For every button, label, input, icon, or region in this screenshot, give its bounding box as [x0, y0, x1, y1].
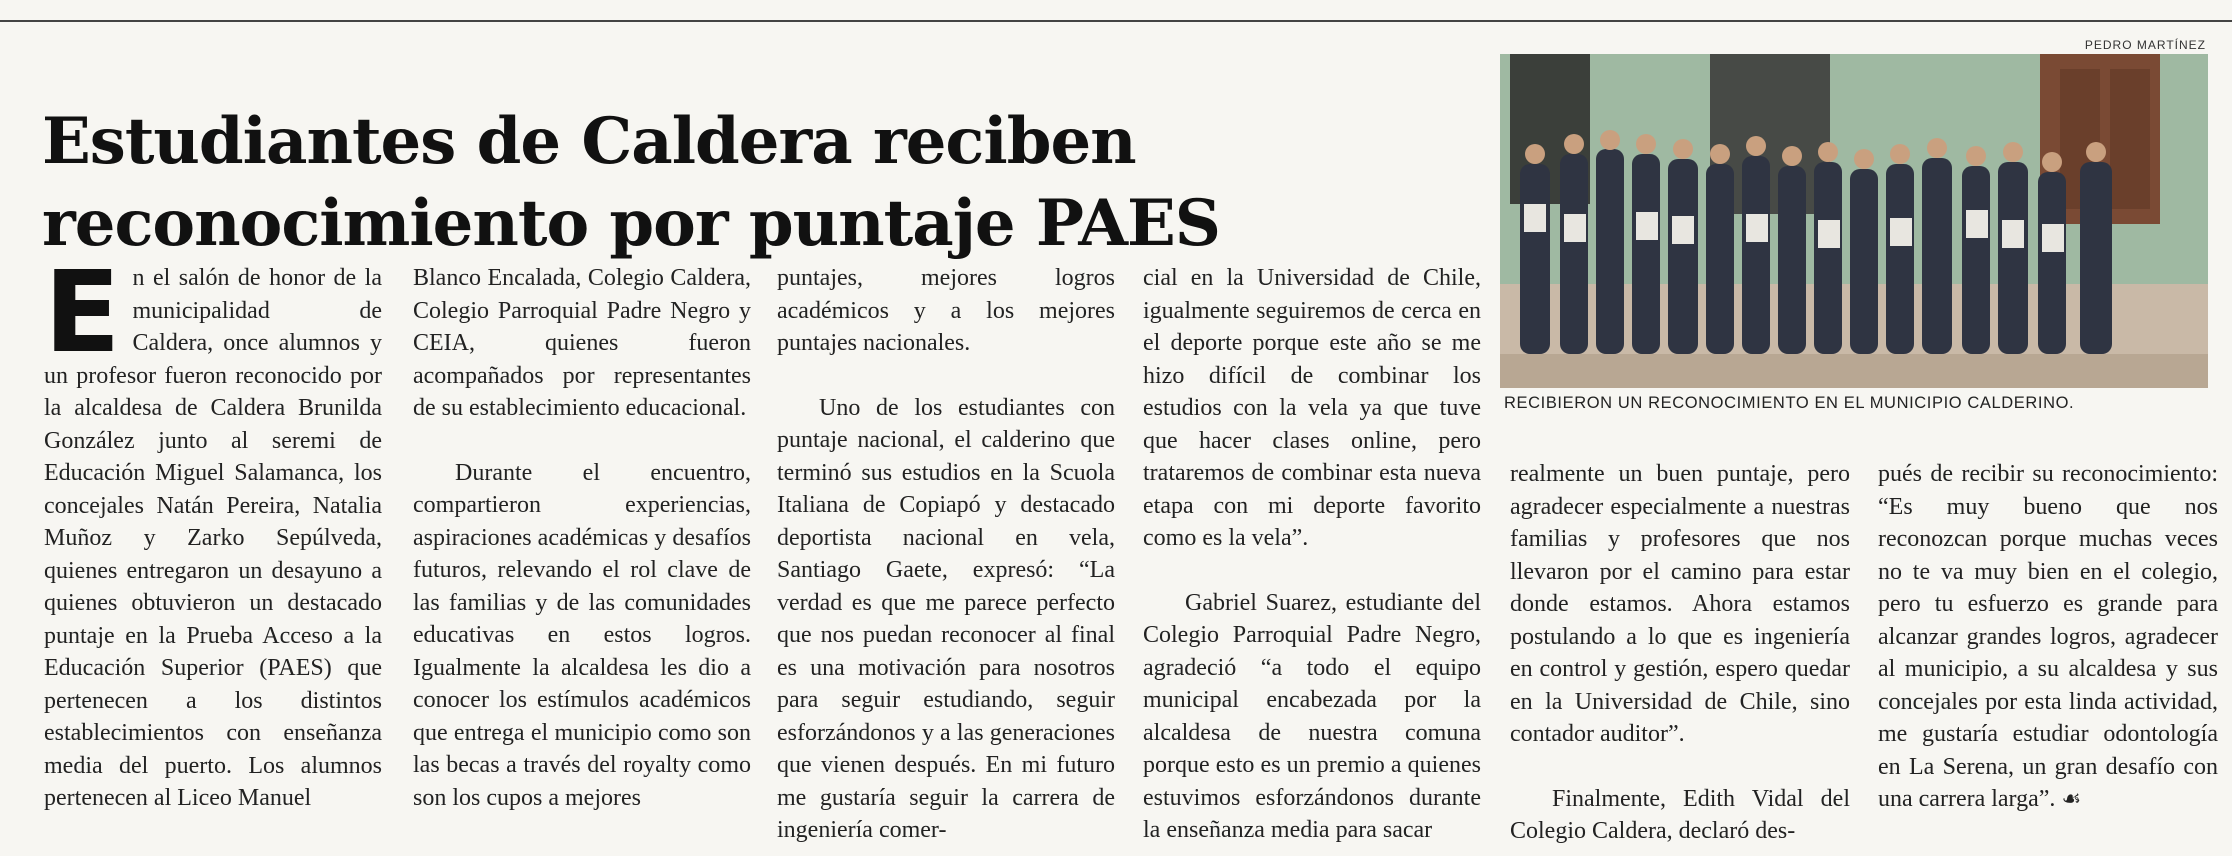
paragraph: Finalmente, Edith Vidal del Colegio Caldera, declaró des-: [1510, 785, 1850, 844]
article-column-2: [413, 262, 751, 814]
photo-caption: RECIBIERON UN RECONOCIMIENTO EN EL MUNICIPIO CALDERINO.: [1504, 394, 2075, 412]
article-column-5: [1510, 458, 1850, 848]
paragraph: Durante el encuentro, compartieron experiencias, aspiraciones académicas y desafíos futuros, relevando el rol clave de las familias y de las comunidades educativas en estos logros. Igualmente la alcaldesa les dio a conocer los estímulos académicos que entrega el municipio como son las becas a través del royalty como son los cupos a mejores: [413, 459, 751, 811]
article-column-4: [1143, 262, 1481, 847]
drop-cap: E: [44, 248, 121, 378]
paragraph: Blanco Encalada, Colegio Caldera, Colegio Parroquial Padre Negro y CEIA, quienes fueron acompañados por representantes de su establecimiento educacional.: [413, 265, 751, 421]
group-photo-illustration: [1500, 54, 2208, 388]
paragraph-text: pués de recibir su reconocimiento: “Es muy bueno que nos reconozcan porque muchas veces no te va muy bien en el colegio, pero tu esfuerzo es grande para alcanzar grandes logros, agradecer al municipio, a su alcaldesa y sus concejales por esta linda actividad, me gustaría estudiar odontología en La Serena, un gran desafío con una carrera larga”.: [1878, 461, 2218, 812]
article-column-3: [777, 262, 1115, 847]
headline-line-2: reconocimiento por puntaje PAES: [42, 185, 1220, 261]
photo-credit: PEDRO MARTÍNEZ: [2084, 38, 2206, 52]
top-rule: [0, 20, 2232, 22]
lead-text: n el salón de honor de la municipalidad de Caldera, once alumnos y un profesor fueron reconocido por la alcaldesa de Caldera Brunilda González junto al seremi de Educación Miguel Salamanca, los concejales Natán Pereira, Natalia Muñoz y Zarko Sepúlveda, quienes entregaron un desayuno a quienes obtuvieron un destacado puntaje en la Prueba Acceso a la Educación Superior (PAES) que pertenecen a los distintos establecimientos con enseñanza media del puerto. Los alumnos pertenecen al Liceo Manuel: [44, 265, 382, 811]
article-column-6: [1878, 458, 2218, 817]
paragraph: realmente un buen puntaje, pero agradecer especialmente a nuestras familias y profesores que nos llevaron por el camino para estar donde estamos. Ahora estamos postulando a lo que es ingeniería en control y gestión, espero quedar en la Universidad de Chile, sino contador auditor”.: [1510, 461, 1850, 747]
paragraph: [1878, 458, 2218, 817]
news-photo: [1500, 54, 2208, 388]
paragraph: puntajes, mejores logros académicos y a los mejores puntajes nacionales.: [777, 265, 1115, 356]
end-mark-icon: ☙: [2061, 787, 2082, 812]
paragraph: Gabriel Suarez, estudiante del Colegio Parroquial Padre Negro, agradeció “a todo el equipo municipal encabezada por la alcaldesa de nuestra comuna porque esto es un premio a quienes estuvimos esforzándonos durante la enseñanza media para sacar: [1143, 589, 1481, 843]
article-column-1: [44, 248, 382, 815]
headline-line-1: Estudiantes de Caldera reciben: [42, 103, 1136, 179]
paragraph: cial en la Universidad de Chile, igualmente seguiremos de cerca en el deporte porque este año se me hizo difícil de combinar los estudios con la vela ya que tuve que hacer clases online, pero trataremos de combinar esta nueva etapa con mi deporte favorito como es la vela”.: [1143, 265, 1481, 551]
headline: [42, 101, 1482, 265]
lead-paragraph: [44, 248, 382, 815]
paragraph: Uno de los estudiantes con puntaje nacional, el calderino que terminó sus estudios en la Scuola Italiana de Copiapó y destacado deportista nacional en vela, Santiago Gaete, expresó: “La verdad es que me parece perfecto que nos puedan reconocer al final es una motivación para nosotros para seguir estudiando, seguir esforzándonos y a las generaciones que vienen después. En mi futuro me gustaría seguir la carrera de ingeniería comer-: [777, 394, 1115, 843]
